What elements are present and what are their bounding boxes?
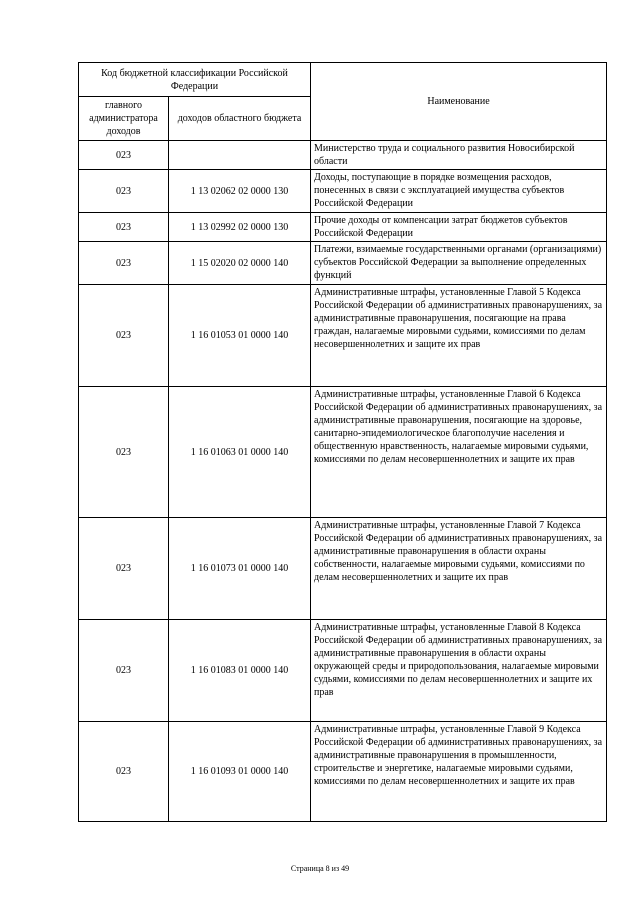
admin-code-cell: 023 xyxy=(79,141,169,170)
admin-code-cell: 023 xyxy=(79,242,169,285)
name-cell: Платежи, взимаемые государственными органами (организациями) субъектов Российской Федерации за выполнение определенных функций xyxy=(311,242,607,285)
table-row xyxy=(79,518,607,620)
admin-code-cell: 023 xyxy=(79,170,169,213)
income-code-cell: 1 16 01083 01 0000 140 xyxy=(169,620,311,722)
admin-code-cell: 023 xyxy=(79,518,169,620)
name-cell: Министерство труда и социального развития Новосибирской области xyxy=(311,141,607,170)
table-row xyxy=(79,213,607,242)
table-row xyxy=(79,722,607,822)
admin-code-cell: 023 xyxy=(79,620,169,722)
budget-classification-table xyxy=(78,62,607,822)
name-cell: Административные штрафы, установленные Главой 6 Кодекса Российской Федерации об административных правонарушениях, за административные правонарушения, посягающие на здоровье, санитарно-эпидемиологическое благополучие населения и общественную нравственность, налагаемые мировыми судьями, комиссиями по делам несовершеннолетних и защите их прав xyxy=(311,387,607,518)
income-code-cell: 1 16 01093 01 0000 140 xyxy=(169,722,311,822)
table-row xyxy=(79,620,607,722)
admin-code-cell: 023 xyxy=(79,213,169,242)
admin-code-cell: 023 xyxy=(79,387,169,518)
name-cell: Прочие доходы от компенсации затрат бюджетов субъектов Российской Федерации xyxy=(311,213,607,242)
income-code-cell: 1 13 02992 02 0000 130 xyxy=(169,213,311,242)
name-cell: Административные штрафы, установленные Главой 7 Кодекса Российской Федерации об административных правонарушениях, за административные правонарушения в области охраны собственности, налагаемые мировыми судьями, комиссиями по делам несовершеннолетних и защите их прав xyxy=(311,518,607,620)
name-cell: Доходы, поступающие в порядке возмещения расходов, понесенных в связи с эксплуатацией имущества субъектов Российской Федерации xyxy=(311,170,607,213)
table-row xyxy=(79,387,607,518)
table-row xyxy=(79,242,607,285)
name-cell: Административные штрафы, установленные Главой 8 Кодекса Российской Федерации об административных правонарушениях, за административные правонарушения в области охраны окружающей среды и природопользования, налагаемые мировыми судьями, комиссиями по делам несовершеннолетних и защите их прав xyxy=(311,620,607,722)
income-code-cell: 1 16 01073 01 0000 140 xyxy=(169,518,311,620)
table-row xyxy=(79,170,607,213)
table-row xyxy=(79,285,607,387)
income-code-cell: 1 16 01053 01 0000 140 xyxy=(169,285,311,387)
header-income-code: доходов областного бюджета xyxy=(169,97,311,141)
admin-code-cell: 023 xyxy=(79,722,169,822)
header-group-label: Код бюджетной классификации Российской Федерации xyxy=(79,63,311,97)
table-row xyxy=(79,141,607,170)
admin-code-cell: 023 xyxy=(79,285,169,387)
name-cell: Административные штрафы, установленные Главой 9 Кодекса Российской Федерации об административных правонарушениях, за административные правонарушения в промышленности, строительстве и энергетике, налагаемые мировыми судьями, комиссиями по делам несовершеннолетних и защите их прав xyxy=(311,722,607,822)
name-cell: Административные штрафы, установленные Главой 5 Кодекса Российской Федерации об административных правонарушениях, за административные правонарушения, посягающие на права граждан, налагаемые мировыми судьями, комиссиями по делам несовершеннолетних и защите их прав xyxy=(311,285,607,387)
income-code-cell: 1 15 02020 02 0000 140 xyxy=(169,242,311,285)
income-code-cell: 1 13 02062 02 0000 130 xyxy=(169,170,311,213)
income-code-cell: 1 16 01063 01 0000 140 xyxy=(169,387,311,518)
page-number: Страница 8 из 49 xyxy=(290,864,350,873)
income-code-cell xyxy=(169,141,311,170)
header-admin: главного администратора доходов xyxy=(79,97,169,141)
header-name: Наименование xyxy=(311,63,607,141)
